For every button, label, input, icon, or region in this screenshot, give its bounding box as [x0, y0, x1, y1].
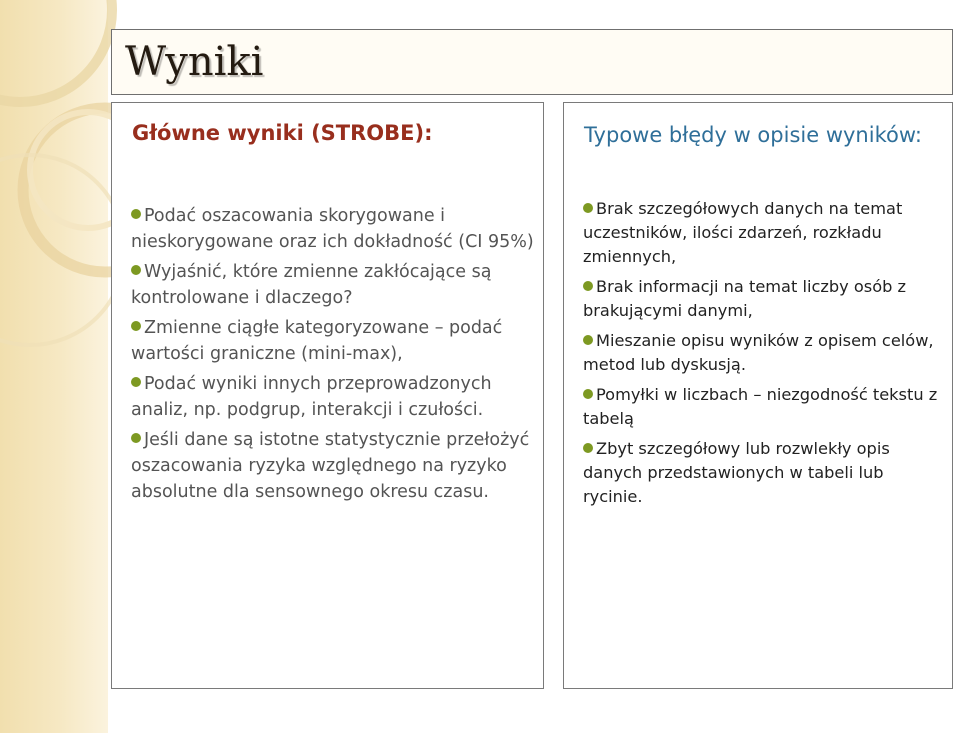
- bullet-icon: [131, 433, 141, 443]
- list-item-text: Zmienne ciągłe kategoryzowane – podać wartości graniczne (mini-max),: [131, 318, 503, 364]
- list-item: [583, 437, 943, 509]
- left-bullet-list: [131, 203, 536, 509]
- right-bullet-list: [583, 197, 943, 515]
- bullet-icon: [583, 443, 593, 453]
- list-item-text: Wyjaśnić, które zmienne zakłócające są kontrolowane i dlaczego?: [131, 262, 492, 308]
- bullet-icon: [583, 389, 593, 399]
- list-item-text: Pomyłki w liczbach – niezgodność tekstu z tabelą: [583, 385, 938, 428]
- list-item-text: Podać wyniki innych przeprowadzonych analiz, np. podgrup, interakcji i czułości.: [131, 374, 492, 420]
- bullet-icon: [583, 203, 593, 213]
- bullet-icon: [131, 377, 141, 387]
- list-item: [131, 259, 536, 311]
- bullet-icon: [131, 209, 141, 219]
- list-item: [131, 203, 536, 255]
- list-item: [583, 383, 943, 431]
- list-item-text: Zbyt szczegółowy lub rozwlekły opis danych przedstawionych w tabeli lub rycinie.: [583, 439, 890, 506]
- list-item-text: Podać oszacowania skorygowane i nieskorygowane oraz ich dokładność (CI 95%): [131, 206, 534, 252]
- list-item-text: Jeśli dane są istotne statystycznie przełożyć oszacowania ryzyka względnego na ryzyko absolutne dla sensownego okresu czasu.: [131, 430, 530, 502]
- left-panel: [111, 102, 544, 689]
- left-panel-heading: Główne wyniki (STROBE):: [132, 121, 433, 145]
- list-item-text: Brak szczegółowych danych na temat uczestników, ilości zdarzeń, rozkładu zmiennych,: [583, 199, 903, 266]
- slide-title: Wyniki: [125, 39, 264, 85]
- bullet-icon: [583, 335, 593, 345]
- list-item-text: Mieszanie opisu wyników z opisem celów, metod lub dyskusją.: [583, 331, 934, 374]
- title-box: [111, 29, 953, 95]
- bullet-icon: [583, 281, 593, 291]
- right-panel: [563, 102, 953, 689]
- list-item: [583, 329, 943, 377]
- list-item: [131, 427, 536, 505]
- list-item: [583, 275, 943, 323]
- list-item: [583, 197, 943, 269]
- list-item-text: Brak informacji na temat liczby osób z brakującymi danymi,: [583, 277, 907, 320]
- bullet-icon: [131, 265, 141, 275]
- list-item: [131, 371, 536, 423]
- list-item: [131, 315, 536, 367]
- bullet-icon: [131, 321, 141, 331]
- right-panel-heading: Typowe błędy w opisie wyników:: [584, 123, 922, 147]
